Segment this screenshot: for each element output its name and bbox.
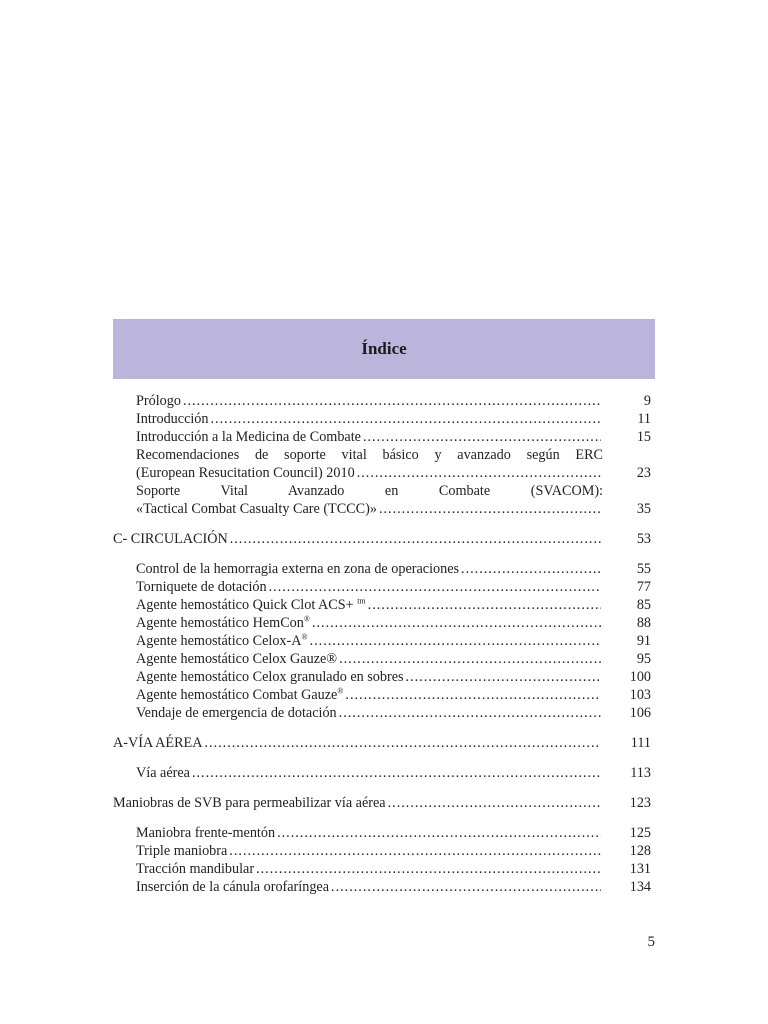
toc-entry[interactable] [113,578,651,596]
toc-entry-label-line1: Soporte Vital Avanzado en Combate (SVACOM): [136,483,603,499]
leader-dots [256,860,601,878]
toc-entry-label: Agente hemostático HemCon [136,615,304,631]
toc-entry-label: Prólogo [136,393,181,409]
toc-entry[interactable] [113,614,651,632]
toc-section-label: C- CIRCULACIÓN [113,531,228,547]
toc-entry-label: Vía aérea [136,765,190,781]
toc-entry-page: 125 [629,825,651,841]
toc-entry-label: Agente hemostático Celox Gauze® [136,651,338,667]
toc-entry-erc[interactable] [113,446,651,482]
toc-entry-label: Inserción de la cánula orofaríngea [136,879,330,895]
toc-entry[interactable] [113,860,651,878]
leader-dots [312,614,601,632]
toc-entry-label: Agente hemostático Celox-A [136,633,302,649]
toc-entry-medicina-combate[interactable] [113,428,651,446]
toc-entry-page: 77 [636,579,651,595]
toc-entry-page: 113 [630,765,651,781]
toc-entry-svacom[interactable] [113,482,651,518]
toc-entry-page: 9 [643,393,651,409]
toc-entry-label: Introducción [136,411,209,427]
toc-entry-page: 91 [636,633,651,649]
toc-entry[interactable] [113,824,651,842]
toc-entry-introduccion[interactable] [113,410,651,428]
toc-entry-prologo[interactable] [113,392,651,410]
toc-section-via-aerea[interactable] [113,734,651,752]
toc-entry-label: Torniquete de dotación [136,579,267,595]
toc-entry[interactable] [113,704,651,722]
leader-dots [183,392,601,410]
toc-entry-page: 85 [636,597,651,613]
toc-entry-page: 35 [636,501,651,517]
toc-entry[interactable] [113,596,651,614]
leader-dots [192,764,601,782]
leader-dots [204,734,601,752]
toc-entry-label: Agente hemostático Quick Clot ACS+ [136,597,354,613]
leader-dots [331,878,601,896]
toc-entry-page: 131 [629,861,651,877]
toc-entry-page: 106 [629,705,651,721]
toc-entry[interactable] [113,878,651,896]
toc-entry[interactable] [113,632,651,650]
toc-entry-label: Agente hemostático Celox granulado en sobres [136,669,404,685]
toc-section-label: A-VÍA AÉREA [113,735,203,751]
toc-section-page: 111 [630,735,651,751]
leader-dots [461,560,601,578]
toc-entry-page: 95 [636,651,651,667]
toc-entry[interactable] [113,560,651,578]
registered-sup: ® [303,614,310,624]
toc-entry-page: 134 [629,879,651,895]
leader-dots [368,596,601,614]
toc-entry-page: 100 [629,669,651,685]
toc-entry-label-line2: «Tactical Combat Casualty Care (TCCC)» [136,501,377,517]
toc-entry[interactable] [113,686,651,704]
toc-section-page: 123 [629,795,651,811]
leader-dots [211,410,602,428]
toc-section-page: 53 [636,531,651,547]
page-number: 5 [647,934,655,950]
toc-entry-page: 55 [636,561,651,577]
toc-entry-label: Triple maniobra [136,843,228,859]
registered-sup: ® [301,632,308,642]
toc-entry-label: Control de la hemorragia externa en zona de operaciones [136,561,460,577]
toc-entry-label-line1: Recomendaciones de soporte vital básico y avanzado según ERC [136,447,603,463]
leader-dots [229,842,601,860]
leader-dots [345,686,601,704]
table-of-contents [113,392,651,896]
leader-dots [230,530,601,548]
toc-entry-page: 23 [636,465,651,481]
toc-entry-page: 88 [636,615,651,631]
toc-entry-page: 128 [629,843,651,859]
toc-entry-label: Vendaje de emergencia de dotación [136,705,337,721]
toc-section-maniobras[interactable] [113,794,651,812]
index-title: Índice [361,339,407,358]
toc-entry[interactable] [113,650,651,668]
toc-section-label: Maniobras de SVB para permeabilizar vía aérea [113,795,386,811]
toc-entry-label: Agente hemostático Combat Gauze [136,687,338,703]
toc-entry[interactable] [113,668,651,686]
registered-sup: ® [337,686,344,696]
toc-entry-page: 11 [637,411,651,427]
toc-entry-label: Introducción a la Medicina de Combate [136,429,361,445]
toc-entry-label: Tracción mandibular [136,861,255,877]
leader-dots [357,464,601,482]
toc-section-circulacion[interactable] [113,530,651,548]
leader-dots [379,500,601,518]
trademark-sup: tm [357,596,366,606]
toc-entry-page: 15 [636,429,651,445]
index-header-banner [113,319,655,379]
leader-dots [310,632,601,650]
leader-dots [388,794,601,812]
leader-dots [406,668,601,686]
toc-entry-page: 103 [629,687,651,703]
leader-dots [277,824,601,842]
toc-entry-label-line2: (European Resucitation Council) 2010 [136,465,355,481]
leader-dots [339,650,601,668]
leader-dots [269,578,601,596]
leader-dots [339,704,601,722]
toc-entry[interactable] [113,842,651,860]
leader-dots [363,428,601,446]
toc-entry-label: Maniobra frente-mentón [136,825,276,841]
toc-entry[interactable] [113,764,651,782]
